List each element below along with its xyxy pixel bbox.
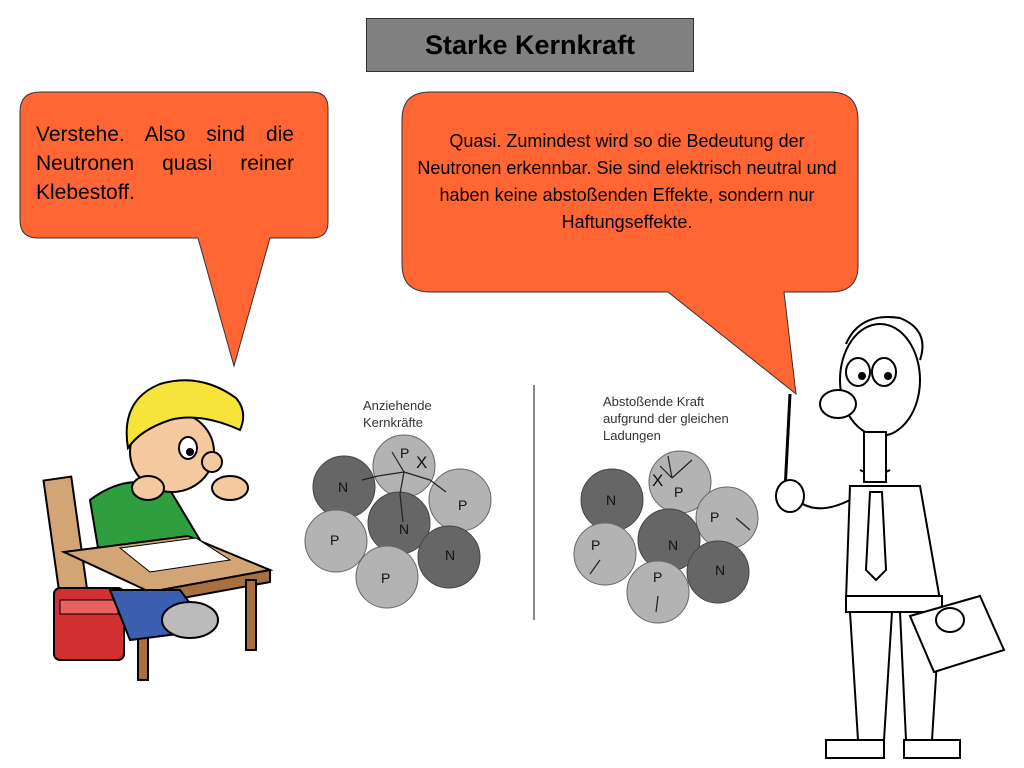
neutron-label: N [606,492,617,508]
left-caption-line1: Anziehende [363,398,432,413]
neutron-label: N [715,562,726,578]
left-caption-line2: Kernkräfte [363,415,423,430]
proton-label: P [653,569,663,585]
slide-title: Starke Kernkraft [366,18,694,72]
neutron-label: N [668,537,679,553]
cross-mark: X [416,453,428,472]
proton-label: P [330,532,340,548]
proton-label: P [400,445,410,461]
teacher-illustration [776,317,1004,758]
student-illustration [44,380,270,680]
attractive-forces-diagram [305,398,491,608]
proton-label: P [710,509,720,525]
proton-label: P [381,570,391,586]
proton-label: P [674,484,684,500]
proton-circle [574,523,636,585]
right-caption-line3: Ladungen [603,428,661,443]
neutron-label: N [399,521,410,537]
neutron-label: N [445,547,456,563]
student-speech-text: Verstehe. Also sind die Neutronen quasi reiner Klebestoff. [36,123,294,204]
proton-label: P [591,537,601,553]
repulsive-forces-diagram [574,394,758,623]
right-caption-line1: Abstoßende Kraft [603,394,705,409]
proton-circle [696,487,758,549]
cross-mark: X [652,471,664,490]
right-caption-line2: aufgrund der gleichen [603,411,729,426]
proton-label: P [458,497,468,513]
neutron-label: N [338,479,349,495]
teacher-speech-text: Quasi. Zumindest wird so die Bedeutung der Neutronen erkennbar. Sie sind elektrisch neutral und haben keine abstoßenden Effekte, sondern nur Haftungseffekte. [417,131,837,232]
